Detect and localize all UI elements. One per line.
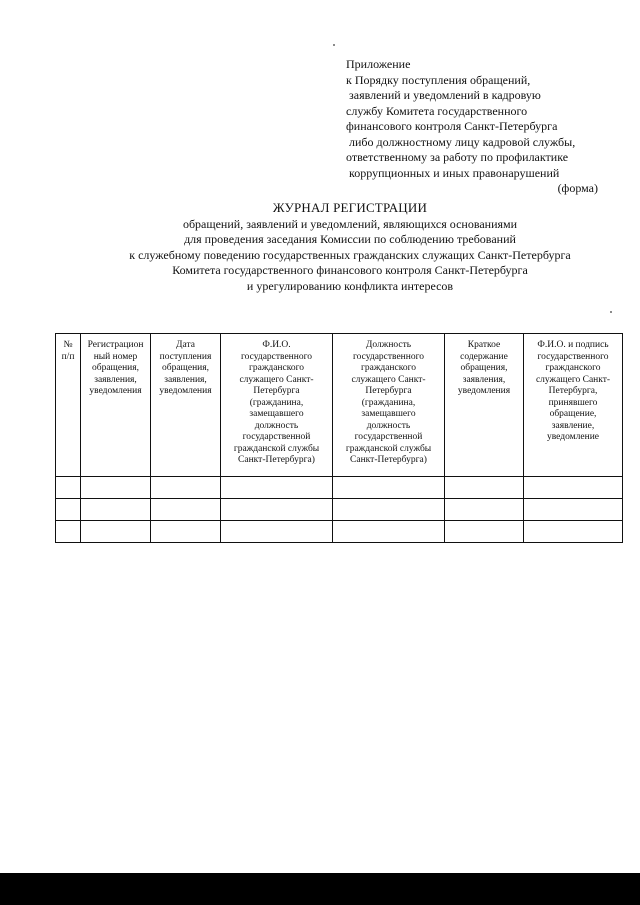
- header-receipt-date: Дата поступления обращения, заявления, уведомления: [151, 334, 221, 477]
- table-header-row: [56, 334, 623, 477]
- table-cell: [221, 477, 333, 499]
- table-cell: [151, 521, 221, 543]
- appendix-line: к Порядку поступления обращений,: [346, 72, 531, 87]
- appendix-line: службу Комитета государственного: [346, 103, 528, 118]
- journal-subtitle-line: к служебному поведению государственных гражданских служащих Санкт-Петербурга: [129, 247, 571, 262]
- header-number: № п/п: [56, 334, 81, 477]
- header-employee-name: Ф.И.О. государственного гражданского служащего Санкт- Петербурга (гражданина, замещавшего должность государственной гражданской службы Санкт-Петербурга): [221, 334, 333, 477]
- appendix-line: финансового контроля Санкт-Петербурга: [346, 119, 558, 133]
- journal-subtitle-line: Комитета государственного финансового контроля Санкт-Петербурга: [172, 263, 528, 277]
- table-cell: [151, 477, 221, 499]
- form-label: (форма): [557, 181, 598, 195]
- table-cell: [333, 521, 445, 543]
- table-row: [56, 499, 623, 521]
- journal-subtitle-line: обращений, заявлений и уведомлений, являющихся основаниями: [182, 216, 518, 231]
- journal-title: ЖУРНАЛ РЕГИСТРАЦИИ: [272, 200, 428, 215]
- table-row: [56, 477, 623, 499]
- scan-speck: [333, 44, 335, 46]
- header-employee-position: Должность государственного гражданского служащего Санкт- Петербурга (гражданина, замещавшего должность государственной гражданской службы Санкт-Петербурга): [333, 334, 445, 477]
- table-cell: [221, 499, 333, 521]
- table-cell: [445, 521, 524, 543]
- table-cell: [524, 521, 623, 543]
- table-cell: [81, 477, 151, 499]
- registration-journal-table: [55, 333, 623, 543]
- table-cell: [524, 499, 623, 521]
- journal-subtitle-line: и урегулированию конфликта интересов: [246, 278, 454, 293]
- appendix-line: Приложение: [346, 57, 411, 71]
- appendix-line: заявлений и уведомлений в кадровую: [349, 88, 541, 102]
- appendix-line: либо должностному лицу кадровой службы,: [349, 134, 576, 149]
- table-cell: [445, 477, 524, 499]
- table-cell: [524, 477, 623, 499]
- journal-title-block: [60, 200, 640, 294]
- table-cell: [56, 521, 81, 543]
- table-cell: [81, 521, 151, 543]
- table-cell: [445, 499, 524, 521]
- appendix-line: коррупционных и иных правонарушений: [349, 165, 560, 180]
- header-summary: Краткое содержание обращения, заявления, уведомления: [445, 334, 524, 477]
- table-cell: [333, 499, 445, 521]
- table-cell: [333, 477, 445, 499]
- table-cell: [81, 499, 151, 521]
- table-cell: [56, 477, 81, 499]
- journal-subtitle-line: для проведения заседания Комиссии по соблюдению требований: [184, 232, 516, 246]
- table-cell: [221, 521, 333, 543]
- table-row: [56, 521, 623, 543]
- scan-speck: [610, 311, 612, 313]
- table-cell: [56, 499, 81, 521]
- header-registration-number: Регистрацион ный номер обращения, заявления, уведомления: [81, 334, 151, 477]
- appendix-note: [346, 57, 616, 197]
- appendix-line: ответственному за работу по профилактике: [346, 150, 569, 164]
- scan-edge-bar: [0, 873, 640, 905]
- table-cell: [151, 499, 221, 521]
- header-receiver-signature: Ф.И.О. и подпись государственного гражданского служащего Санкт- Петербурга, принявшего обращение, заявление, уведомление: [524, 334, 623, 477]
